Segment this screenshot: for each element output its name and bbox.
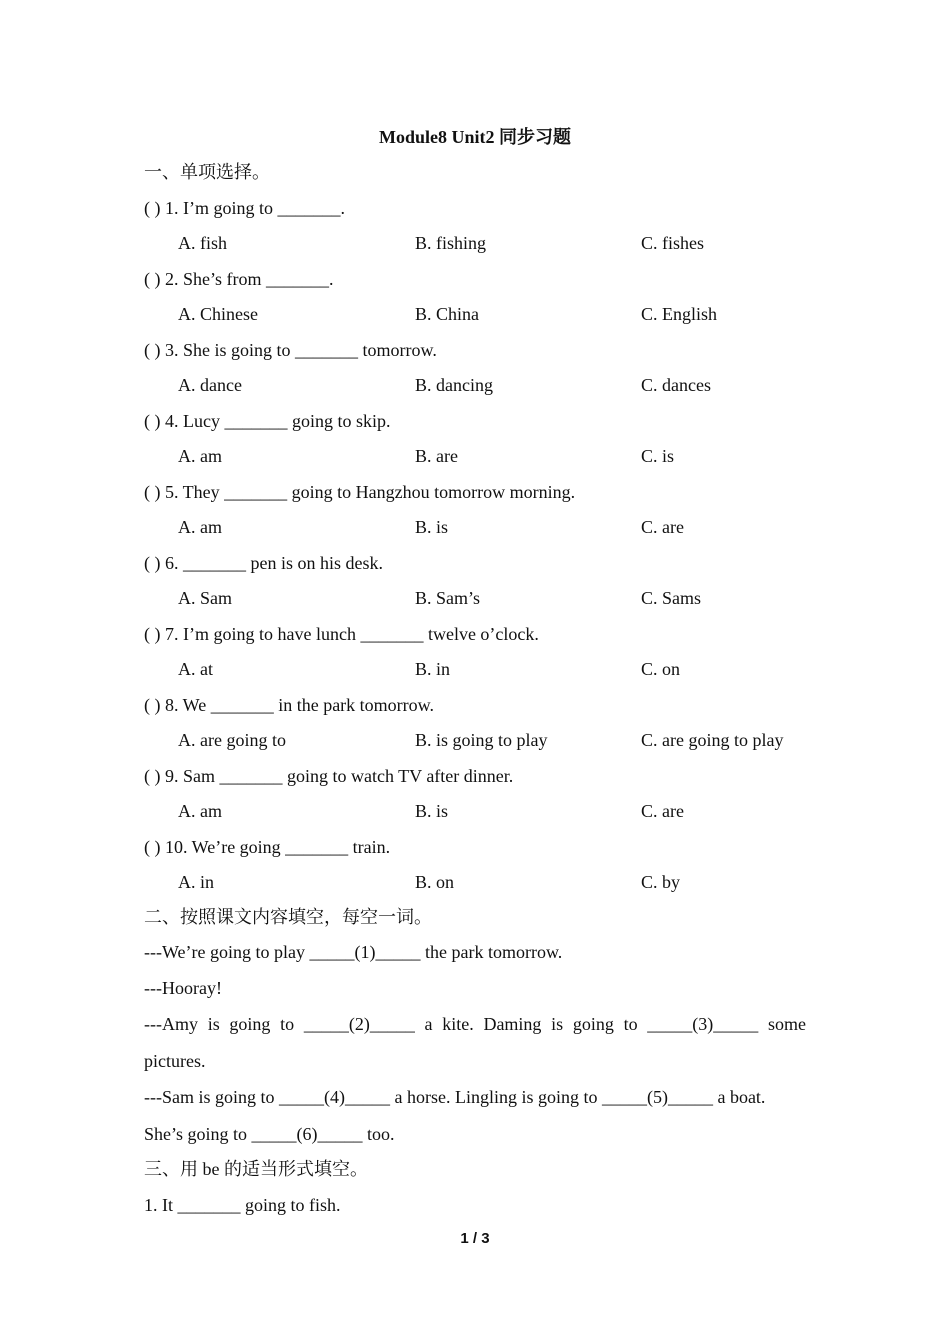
option-c: C. is bbox=[641, 446, 675, 466]
option-b: B. is bbox=[415, 801, 449, 821]
dialogue-line: ---Hooray! bbox=[144, 978, 222, 998]
option-c: C. on bbox=[641, 659, 681, 679]
option-a: A. Chinese bbox=[178, 304, 258, 324]
option-c: C. English bbox=[641, 304, 718, 324]
option-a: A. am bbox=[178, 517, 222, 537]
exercise-line: 1. It _______ going to fish. bbox=[144, 1195, 341, 1215]
dialogue-line: pictures. bbox=[144, 1051, 206, 1071]
option-b: B. are bbox=[415, 446, 458, 466]
option-a: A. are going to bbox=[178, 730, 286, 750]
option-b: B. China bbox=[415, 304, 480, 324]
option-a: A. fish bbox=[178, 233, 227, 253]
option-a: A. am bbox=[178, 446, 222, 466]
option-c: C. dances bbox=[641, 375, 711, 395]
dialogue-line: ---Amy is going to _____(2)_____ a kite. Daming is going to _____(3)_____ some bbox=[144, 1014, 806, 1034]
option-c: C. fishes bbox=[641, 233, 704, 253]
question-stem: ( ) 9. Sam _______ going to watch TV after dinner. bbox=[144, 766, 514, 786]
option-b: B. in bbox=[415, 659, 451, 679]
section3-heading: 三、用 be 的适当形式填空。 bbox=[144, 1159, 368, 1179]
question-stem: ( ) 4. Lucy _______ going to skip. bbox=[144, 411, 391, 431]
option-a: A. Sam bbox=[178, 588, 232, 608]
option-c: C. Sams bbox=[641, 588, 702, 608]
option-a: A. in bbox=[178, 872, 214, 892]
question-stem: ( ) 6. _______ pen is on his desk. bbox=[144, 553, 383, 573]
option-a: A. dance bbox=[178, 375, 242, 395]
section2-heading: 二、按照课文内容填空，每空一词。 bbox=[144, 907, 432, 927]
option-c: C. are bbox=[641, 801, 684, 821]
option-b: B. on bbox=[415, 872, 455, 892]
section1-heading: 一、单项选择。 bbox=[144, 162, 270, 182]
page-title: Module8 Unit2 同步习题 bbox=[378, 127, 571, 147]
option-b: B. fishing bbox=[415, 233, 487, 253]
dialogue-line: ---We’re going to play _____(1)_____ the park tomorrow. bbox=[144, 942, 563, 962]
question-stem: ( ) 8. We _______ in the park tomorrow. bbox=[144, 695, 434, 715]
option-c: C. are bbox=[641, 517, 684, 537]
question-stem: ( ) 2. She’s from _______. bbox=[144, 269, 334, 289]
option-c: C. are going to play bbox=[641, 730, 784, 750]
question-stem: ( ) 7. I’m going to have lunch _______ twelve o’clock. bbox=[144, 624, 539, 644]
option-a: A. at bbox=[178, 659, 213, 679]
option-b: B. dancing bbox=[415, 375, 493, 395]
option-c: C. by bbox=[641, 872, 681, 892]
option-b: B. is bbox=[415, 517, 449, 537]
question-stem: ( ) 5. They _______ going to Hangzhou tomorrow morning. bbox=[144, 482, 576, 502]
question-stem: ( ) 10. We’re going _______ train. bbox=[144, 837, 391, 857]
page-number: 1 / 3 bbox=[460, 1230, 490, 1247]
option-a: A. am bbox=[178, 801, 222, 821]
question-stem: ( ) 1. I’m going to _______. bbox=[144, 198, 345, 218]
option-b: B. is going to play bbox=[415, 730, 548, 750]
dialogue-line: ---Sam is going to _____(4)_____ a horse. Lingling is going to _____(5)_____ a boat. bbox=[144, 1087, 766, 1107]
option-b: B. Sam’s bbox=[415, 588, 481, 608]
question-stem: ( ) 3. She is going to _______ tomorrow. bbox=[144, 340, 437, 360]
dialogue-line: She’s going to _____(6)_____ too. bbox=[144, 1124, 395, 1144]
